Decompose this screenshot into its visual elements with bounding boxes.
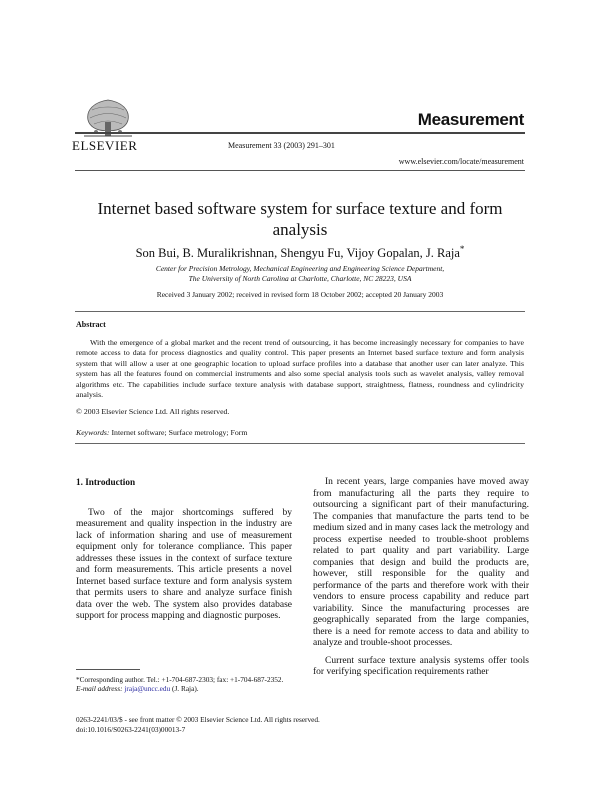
affiliation	[90, 264, 510, 284]
section-heading: 1. Introduction	[76, 477, 136, 487]
article-title: Internet based software system for surface texture and form analysis	[97, 199, 503, 239]
front-matter-line: 0263-2241/03/$ - see front matter © 2003 Elsevier Science Ltd. All rights reserved.	[76, 715, 320, 724]
paragraph: Two of the major shortcomings suffered by measurement and quality inspection in the industry are lack of information sharing and use of measurement equipment only for tolerance compliance. This paper addresses these issues in the context of surface texture and form measurements. This article presents a novel Internet based surface texture and form analysis system that permits users to share and analyze surface finish data over the web. The system also provides database support for process mapping and diagnostic purposes.	[76, 507, 292, 621]
body-column-left	[76, 477, 292, 629]
paragraph: In recent years, large companies have moved away from manufacturing all the parts they require to outsourcing a significant part of their manufacturing. The companies that manufacture the parts tend to be medium sized and in many cases lack the metrology and process expertise needed to trouble-shoot problems related to part quality and part variability. Large companies that design and build the products are, however, still responsible for the quality and performance of the parts and therefore work with their vendors to ensure process capability and reduce part variability. Since the manufacturing processes are geographically separated from the large companies, there is a need for remote access to data and ability to analyze and trouble-shoot processes.	[313, 477, 529, 648]
email-label: E-mail address:	[76, 684, 123, 694]
corresponding-mark: *	[459, 244, 465, 254]
footnote-rule	[76, 669, 140, 670]
affiliation-line-1: Center for Precision Metrology, Mechanical Engineering and Engineering Science Department,	[155, 264, 445, 273]
abstract-text: With the emergence of a global market and the recent trend of outsourcing, it has become increasingly necessary for companies to have remote access to data for process diagnostics and quality control. This paper presents an Internet based surface texture and form analysis system that will allow a user at one geographic location to upload surface profiles into a database that another user can later analyze. This system has all the features found on commercial instruments and also some special analysis tools such as wavelet analysis, valley removal algorithms etc. The capabilities include surface texture analysis with database support, straightness, flatness, roundness and cylindricity analysis.	[76, 338, 524, 400]
journal-title: Measurement	[417, 110, 524, 129]
doi-line: doi:10.1016/S0263-2241(03)00013-7	[76, 724, 186, 734]
corresponding-author-note: *Corresponding author. Tel.: +1-704-687-2303; fax: +1-704-687-2352.	[76, 675, 284, 684]
publisher-name: ELSEVIER	[72, 138, 138, 153]
journal-citation: Measurement 33 (2003) 291–301	[228, 141, 335, 150]
issn-block	[76, 715, 320, 734]
keywords-list: Internet software; Surface metrology; Form	[111, 428, 248, 437]
email-suffix: (J. Raja).	[172, 684, 199, 694]
keywords-label: Keywords:	[76, 428, 110, 437]
footnote	[76, 675, 292, 693]
affiliation-line-2: The University of North Carolina at Charlotte, Charlotte, NC 28223, USA	[188, 274, 412, 283]
email-link[interactable]: jraja@uncc.edu	[124, 684, 171, 694]
email-line	[76, 684, 292, 693]
abstract-bottom-rule	[75, 443, 525, 444]
keywords	[76, 428, 247, 437]
journal-url[interactable]: www.elsevier.com/locate/measurement	[398, 157, 524, 166]
abstract-heading: Abstract	[76, 320, 106, 329]
abstract-copyright: © 2003 Elsevier Science Ltd. All rights reserved.	[76, 407, 230, 416]
header-rule	[75, 132, 525, 134]
abstract-top-rule	[75, 311, 525, 312]
author-names: Son Bui, B. Muralikrishnan, Shengyu Fu, Vijoy Gopalan, J. Raja	[135, 246, 460, 261]
body-column-right	[313, 477, 529, 685]
paragraph: Current surface texture analysis systems offer tools for verifying specification requirements rather	[313, 655, 529, 677]
header-divider	[75, 170, 525, 171]
author-list	[80, 244, 520, 261]
article-dates: Received 3 January 2002; received in revised form 18 October 2002; accepted 20 January 2003	[156, 290, 444, 299]
